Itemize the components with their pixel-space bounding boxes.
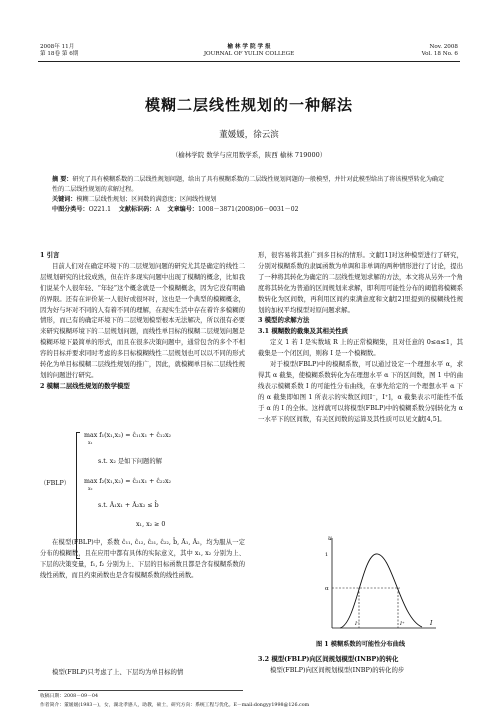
footnote-received: 收稿日期：2008－09－04 <box>40 694 98 699</box>
issue-date: 2008年 11月 <box>40 44 75 50</box>
model-explanation: 在模型(FBLP)中，系数 ĉ₁₁, ĉ₁₂, ĉ₂₁, ĉ₂₂, b̂, Â₁, Â₂，均为服从一定分布的模糊数，且在应用中都有具体的实际意义，其中 x₁, x₂ 分别为上、下层的决策变量，f₁, f₂ 分别为上、下层的目标函数且都是含有模糊系数的线性函数，而且约束函数也是含有模糊系数的线性函数。 <box>40 539 245 579</box>
classification-line <box>52 205 450 215</box>
journal-issue-en <box>422 44 458 58</box>
article-number-label: 文章编号： <box>167 206 198 213</box>
right-column-last-line: 模型(FBLP)向区间规划模型(INBP)的转化的步 <box>270 665 405 674</box>
model-upper-objective: max f₁(x₁,x₂) = ĉ₁₁x₁ + ĉ₁₂x₂ <box>84 432 172 439</box>
doc-code-label: 文献标识码： <box>118 206 156 213</box>
one-label: 1 <box>325 552 329 558</box>
left-column <box>40 250 245 392</box>
issue-date-en: Nov. 2008 <box>429 44 458 50</box>
possibility-curve <box>340 554 422 628</box>
paper-authors: 董媛媛，徐云滨 <box>219 130 279 140</box>
paper-affiliation: （榆林学院 数学与应用数学系，陕西 榆林 719000） <box>171 151 327 159</box>
right-column <box>258 250 463 425</box>
footnote-author: 作者简介：董媛媛(1983－)，女，湖北孝感人，助教，硕士，研究方向：系统工程与优化。E－mail:dongyy1998@126.com <box>40 703 310 708</box>
definition-1: 定义 1 若 I 是实数域 R 上的正常模糊集，且对任意的 0≤α≤1，其截集是一个闭区间，则称 I 是一个模糊数。 <box>258 338 463 358</box>
upper-bound-label: I⁺ <box>400 621 405 627</box>
paper-title: 模糊二层线性规划的一种解法 <box>144 96 353 114</box>
alpha-label: α <box>325 586 329 592</box>
section3-heading: 3 模型的求解方法 <box>258 316 310 325</box>
clc-label: 中图分类号： <box>52 206 89 213</box>
article-number-value: 1008－3871(2008)06－0031－02 <box>197 206 299 213</box>
abstract-text: 研究了具有模糊系数的二层线性规划问题，给出了具有模糊系数的二层线性规划问题的一般模型，并针对此模型给出了将该模型转化为确定性的二层线性规划的求解过程。 <box>52 176 445 193</box>
keywords <box>52 195 450 205</box>
abstract-block <box>52 175 450 215</box>
doc-code-value: A <box>155 206 160 213</box>
y-axis-label: u <box>328 535 332 542</box>
section1-heading: 1 引言 <box>40 251 60 259</box>
lower-bound-label: I⁻ <box>355 621 360 627</box>
model-label: （FBLP） <box>40 480 71 487</box>
abstract <box>52 175 450 195</box>
keywords-label: 关键词： <box>52 196 77 203</box>
issue-volume-en: Vol. 18 No. 6 <box>421 51 458 57</box>
clc-value: O221.1 <box>88 206 112 213</box>
right-para1: 形，很容易将其推广到多目标的情形。文献[1]对这种模型进行了研究，分别对模糊系数的隶属函数为单调和非单调的两种情形进行了讨论，提出了一种将其转化为确定的二层线性规划求解的方法，本文将从另外一个角度将其转化为普通的区间规划来求解，即利用可能性分布的阈值将模糊系数转化为区间数，再利用区间约束满意度和文献[2]里提到的模糊线性规划的加权平均模型对原问题求解。 <box>258 251 463 314</box>
model-constraint-label: s.t. x₂ 是如下问题的解 <box>98 458 162 465</box>
section31-heading: 3.1 模糊数的截集及其相关性质 <box>258 327 349 336</box>
section32-block <box>258 654 463 676</box>
model-constraint: s.t. Â₁x₁ + Â₂x₂ ≤ b̂ <box>98 502 159 509</box>
left-column-last-line: 模型(FBLP)只考虑了上、下层均为单目标的情 <box>52 668 184 676</box>
section1-text: 目前人们对在确定环境下的二层规划问题的研究尤其是确定的线性二层规划研究的比较成熟，但在许多现实问题中出现了模糊的概念，比如我们说某个人很年轻、“年轻”这个概念就是一个模糊概念，因为它没有明确的界限。还有在评价某一人很好或很坏时，这也是一个典型的模糊概念，因为好与坏对不同的人有着不同的理解，在现实生活中存在着许多模糊的情形，而已有的确定环境下的二层规划模型根本无法解决，所以很有必要来研究模糊环境下的二层规划问题，而线性单目标的模糊二层规划问题是模糊环境下最简单的形式，而且在很多决策问题中，通常包含的多个不相容的目标并要求同时考虑的多目标模糊线性二层规划也可以以不同的形式转化为单目标模糊二层线性规划的推广，因此，就模糊单目标二层线性规划的问题进行研究。 <box>40 261 245 379</box>
header-rule <box>38 61 460 62</box>
x-axis-label: I <box>430 620 433 627</box>
journal-name-en: JOURNAL OF YULIN COLLEGE <box>203 51 295 57</box>
model-lower-objective: max f₂(x₁,x₂) = ĉ₂₁x₁ + ĉ₂₂x₂ <box>84 478 172 485</box>
figure-1-possibility-curve <box>318 532 440 632</box>
footnote-rule <box>38 690 243 691</box>
section2-heading: 2 模糊二层线性规划的数学模型 <box>40 381 130 390</box>
section32-heading: 3.2 模型(FBLP)向区间规划模型(INBP)的转化 <box>258 655 399 663</box>
issue-volume: 第 18卷 第 6期 <box>40 51 79 57</box>
journal-name-cn: 榆 林 学 院 学 报 <box>227 44 271 50</box>
abstract-label: 摘 要： <box>52 176 73 183</box>
model-lower-subscript: x₂ <box>88 487 93 492</box>
keywords-text: 模糊二层线性规划；区间数的满意度；区间线性规划 <box>76 196 217 203</box>
figure-1-caption: 图 1 模糊系数的可能性分布曲线 <box>315 641 406 648</box>
model-nonnegativity: x₁, x₂ ≥ 0 <box>136 521 166 528</box>
right-para2: 对于模型(FBLP)中的模糊系数，可以通过设定一个理想水平 α，求得其 α 截集，使模糊系数转化为在理想水平 α 下的区间数，图 1 中的曲线表示模糊系数 I 的可能性分布曲线，在事先给定的一个理想水平 α 下的 α 截集即如图 1 所表示的实数区间[I⁻，I⁺]，α 截集表示可能性不低于 α 的 I 的全体。这样就可以将模型(FBLP)中的模糊系数分别转化为 α 一水平下的区间数，有关区间数的运算及其性质可以见文献[4,5]。 <box>258 360 463 423</box>
fblp-model <box>40 430 245 585</box>
model-upper-subscript: x₁ <box>88 441 93 446</box>
